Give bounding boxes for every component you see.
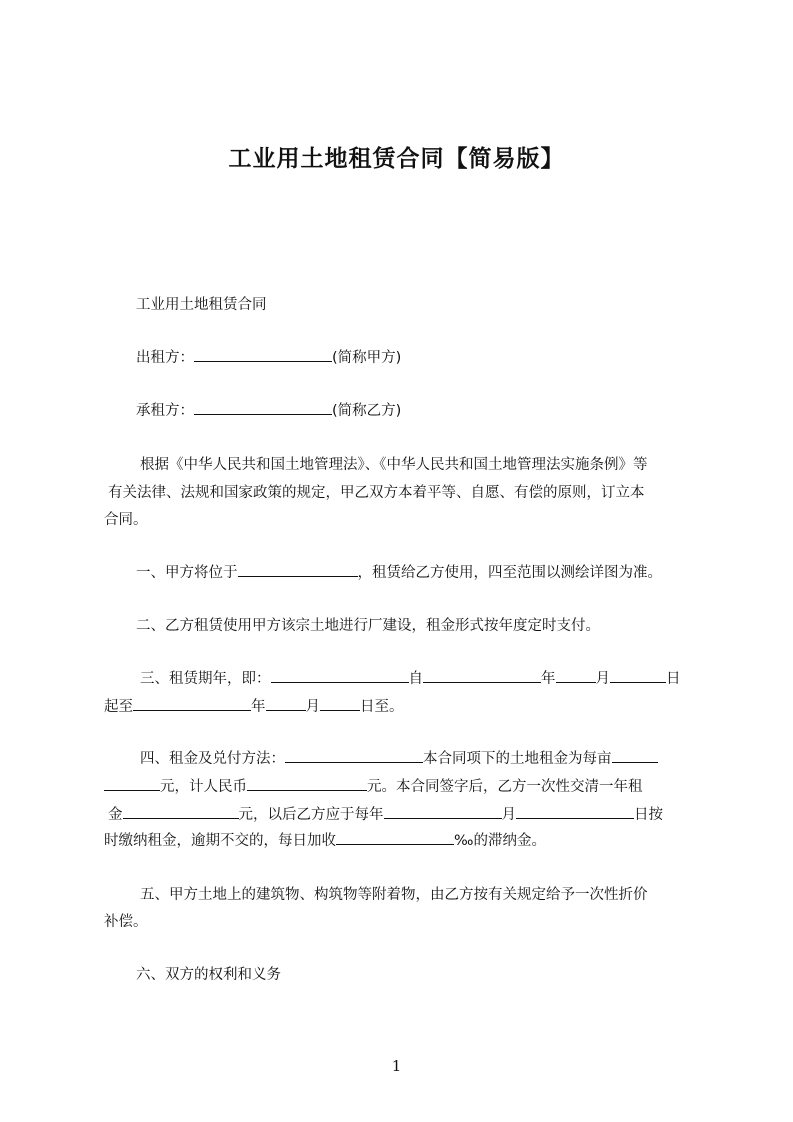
payment-method-blank <box>285 748 423 763</box>
term-blank <box>271 668 409 683</box>
annual-month-blank <box>384 804 502 819</box>
clause-4-line-3 <box>104 803 704 824</box>
lessee-label: 承租方： <box>136 403 194 419</box>
clause-3-line-2 <box>104 695 700 716</box>
clause-3-text-e: 日 <box>666 671 681 687</box>
clause-4-line-4 <box>104 829 700 850</box>
clause-6: 六、双方的权利和义务 <box>136 967 281 983</box>
clause-3-text-f: 起至 <box>104 699 133 715</box>
preamble-line-3: 合同。 <box>104 512 148 528</box>
lessor-label: 出租方： <box>136 350 194 366</box>
clause-3-text-h: 月 <box>305 699 320 715</box>
clause-3-text-g: 年 <box>251 699 266 715</box>
start-day-blank <box>610 668 666 683</box>
clause-3-text-c: 年 <box>541 671 556 687</box>
lessee-line <box>104 399 732 420</box>
lessee-note: (简称乙方) <box>332 403 402 419</box>
clause-4-text-a: 四、租金及兑付方法： <box>140 751 285 767</box>
clause-3-text-d: 月 <box>595 671 610 687</box>
clause-4-text-i: 时缴纳租金，逾期不交的，每日加收 <box>104 833 336 849</box>
preamble-line-1: 根据《中华人民共和国土地管理法》、《中华人民共和国土地管理法实施条例》等 <box>140 457 648 473</box>
clause-5-line-2: 补偿。 <box>104 914 148 930</box>
contract-subtitle: 工业用土地租赁合同 <box>136 297 267 313</box>
start-month-blank <box>556 668 596 683</box>
location-blank <box>238 562 358 577</box>
clause-4-line-1 <box>104 747 736 768</box>
lessor-blank <box>194 347 332 362</box>
clause-4-text-h: 日按 <box>634 807 663 823</box>
first-year-rent-blank <box>123 804 239 819</box>
clause-3-line-1 <box>104 667 736 688</box>
clause-4-text-f: 元，以后乙方应于每年 <box>238 807 384 823</box>
clause-1-text-a: 一、甲方将位于 <box>136 565 238 581</box>
clause-4-text-c: 元，计人民币 <box>160 779 247 795</box>
clause-1-text-b: ，租赁给乙方使用，四至范围以测绘详图为准。 <box>357 565 662 581</box>
clause-4-line-2 <box>104 775 700 796</box>
clause-4-text-d: 元。本合同签字后，乙方一次性交清一年租 <box>367 779 643 795</box>
rent-per-mu-blank-a <box>612 748 658 763</box>
lessee-blank <box>194 400 332 415</box>
clause-4-text-g: 月 <box>501 807 516 823</box>
clause-3-text-b: 自 <box>408 671 423 687</box>
clause-5-line-1: 五、甲方土地上的建筑物、构筑物等附着物，由乙方按有关规定给予一次性折价 <box>140 887 648 903</box>
rent-per-mu-blank-b <box>104 776 160 791</box>
start-year-blank <box>423 668 541 683</box>
end-month-blank <box>266 696 306 711</box>
page-title: 工业用土地租赁合同【简易版】 <box>228 146 565 172</box>
clause-3-text-i: 日至。 <box>360 699 404 715</box>
end-year-blank <box>133 696 251 711</box>
clause-4-text-e: 金 <box>108 807 123 823</box>
late-fee-blank <box>336 830 454 845</box>
preamble-line-2: 有关法律、法规和国家政策的规定，甲乙双方本着平等、自愿、有偿的原则，订立本 <box>108 485 645 501</box>
clause-1 <box>104 561 732 582</box>
page-number: 1 <box>391 1057 402 1075</box>
clause-4-text-j: ‰的滞纳金。 <box>454 833 546 849</box>
lessor-line <box>104 346 732 367</box>
clause-4-text-b: 本合同项下的土地租金为每亩 <box>423 751 612 767</box>
end-day-blank <box>320 696 360 711</box>
lessor-note: (简称甲方) <box>332 350 402 366</box>
clause-2: 二、乙方租赁使用甲方该宗土地进行厂建设，租金形式按年度定时支付。 <box>136 618 600 634</box>
clause-3-text-a: 三、租赁期年，即： <box>140 671 271 687</box>
annual-day-blank <box>516 804 634 819</box>
total-rmb-blank <box>247 776 367 791</box>
